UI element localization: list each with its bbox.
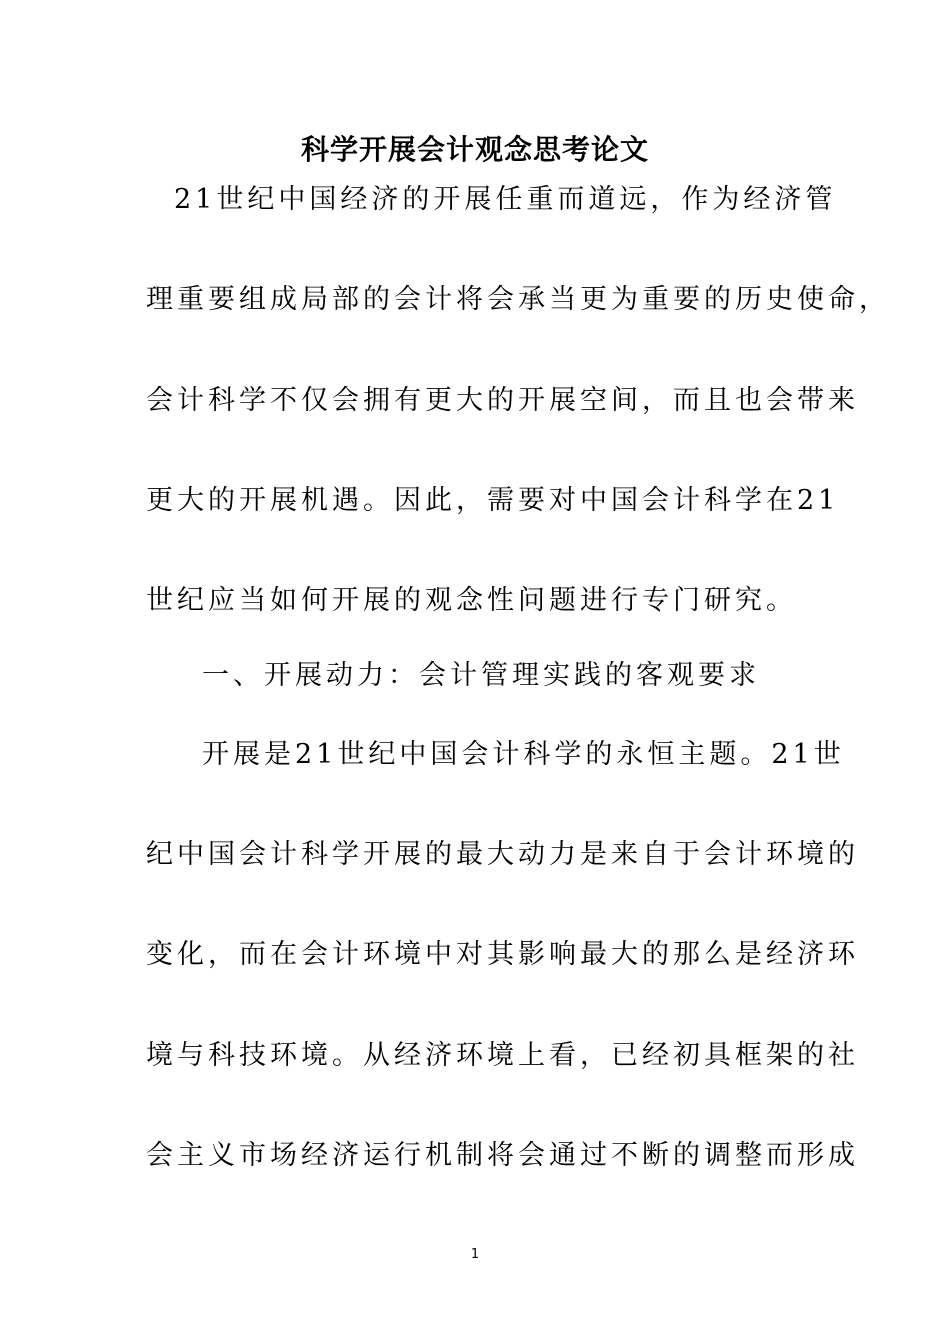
page-number: 1: [470, 1247, 480, 1262]
paragraph-line: 境与科技环境。从经济环境上看，已经初具框架的社: [146, 1040, 859, 1071]
paragraph-line: 更大的开展机遇。因此，需要对中国会计科学在21: [146, 485, 840, 516]
paragraph-line: 变化，而在会计环境中对其影响最大的那么是经济环: [146, 939, 859, 970]
paragraph-line: 理重要组成局部的会计将会承当更为重要的历史使命，: [146, 284, 890, 315]
paragraph-line: 21世纪中国经济的开展任重而道远，作为经济管: [174, 184, 837, 215]
paragraph-line: 世纪应当如何开展的观念性问题进行专门研究。: [146, 585, 797, 616]
section-heading: 一、开展动力：会计管理实践的客观要求: [202, 660, 760, 691]
paragraph-line: 会主义市场经济运行机制将会通过不断的调整而形成: [146, 1140, 859, 1171]
paragraph-line: 开展是21世纪中国会计科学的永恒主题。21世: [202, 739, 845, 770]
paragraph-line: 纪中国会计科学开展的最大动力是来自于会计环境的: [146, 839, 859, 870]
document-title: 科学开展会计观念思考论文: [300, 133, 649, 166]
paragraph-line: 会计科学不仅会拥有更大的开展空间，而且也会带来: [146, 385, 859, 416]
